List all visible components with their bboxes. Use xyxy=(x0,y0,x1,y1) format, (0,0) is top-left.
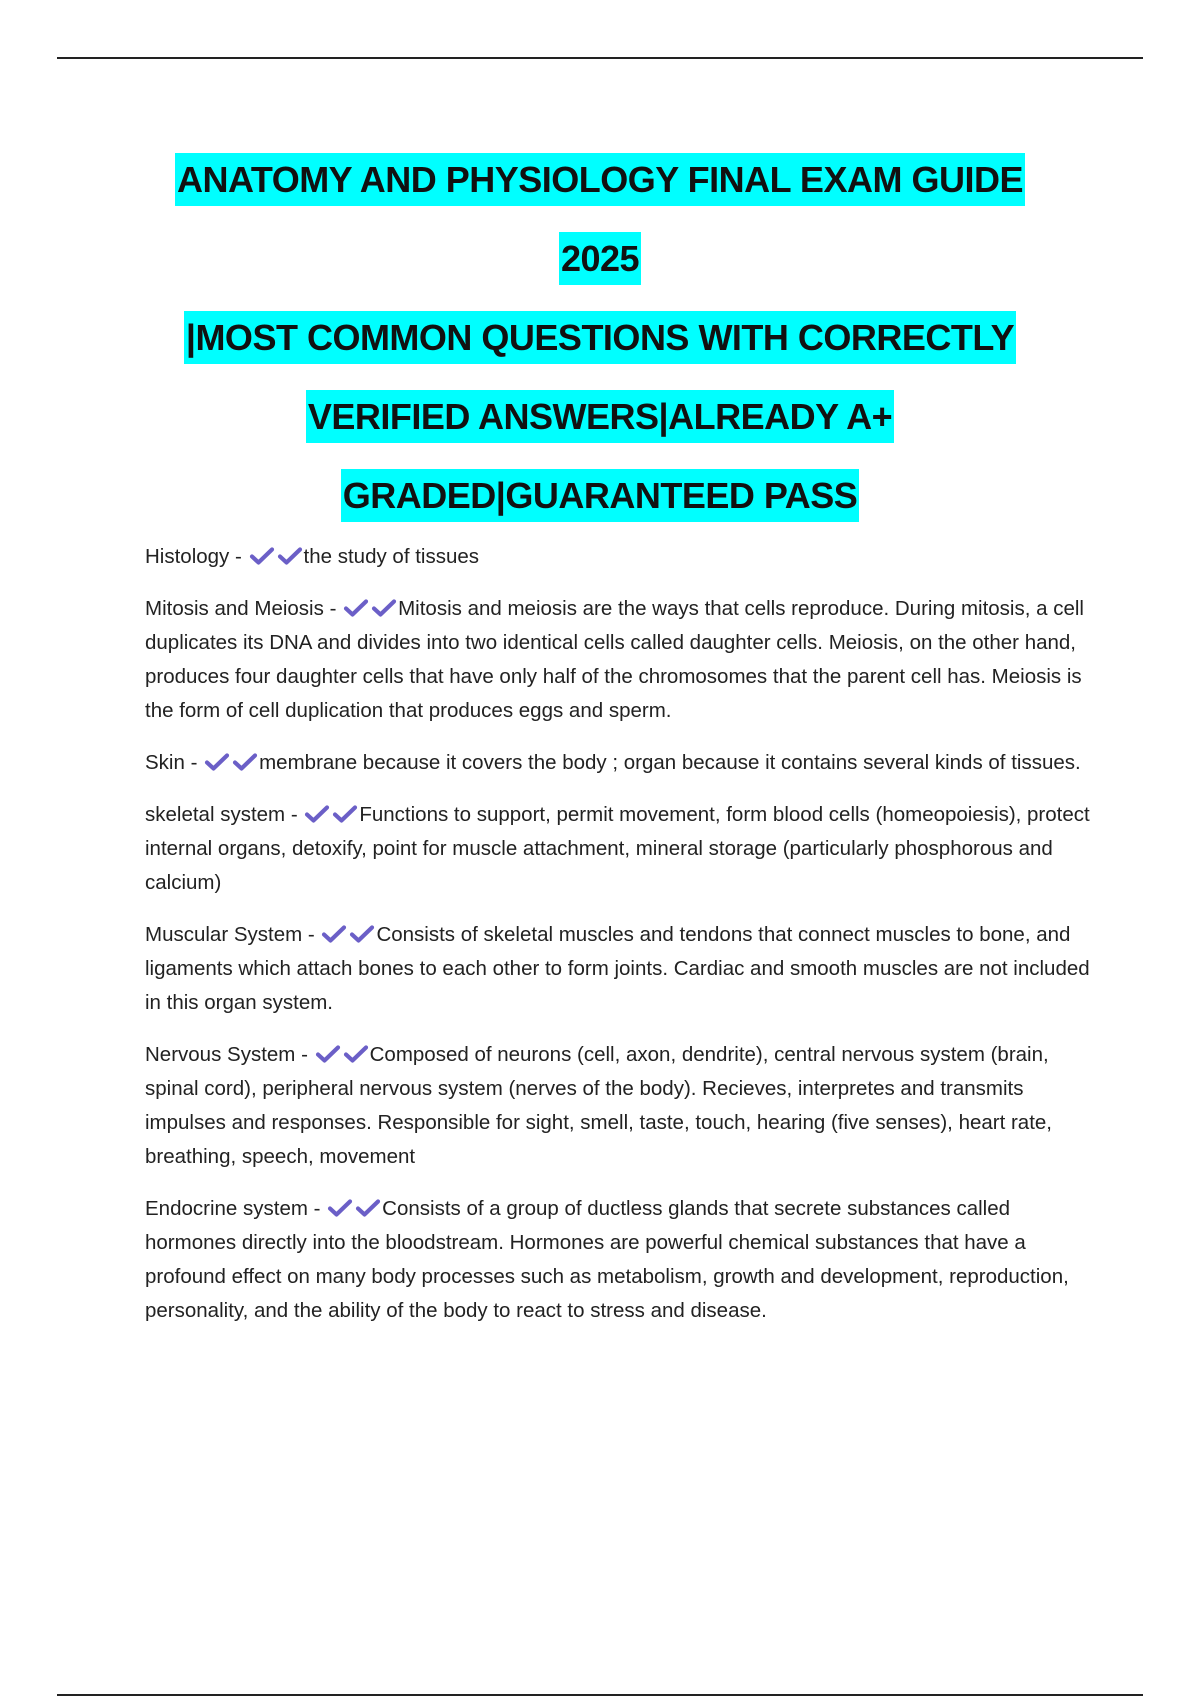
title-line: VERIFIED ANSWERS|ALREADY A+ xyxy=(100,377,1100,456)
separator: - xyxy=(302,923,321,946)
checkmark-icon xyxy=(327,1198,353,1218)
title-line: |MOST COMMON QUESTIONS WITH CORRECTLY xyxy=(100,298,1100,377)
answer: the study of tissues xyxy=(303,545,480,568)
checkmark-icon xyxy=(332,804,358,824)
term: Endocrine system xyxy=(145,1197,308,1220)
top-divider xyxy=(57,57,1143,59)
checkmark-icon xyxy=(249,546,275,566)
checkmark-icon xyxy=(304,804,330,824)
term: Histology xyxy=(145,545,230,568)
qa-entry-nervous-system xyxy=(145,1038,1090,1174)
title-line: GRADED|GUARANTEED PASS xyxy=(100,456,1100,535)
qa-entry-muscular-system xyxy=(145,918,1090,1020)
checkmark-icon xyxy=(343,598,369,618)
qa-entry-skin xyxy=(145,746,1090,780)
qa-entry-mitosis-meiosis xyxy=(145,592,1090,728)
term: skeletal system xyxy=(145,803,286,826)
answer: Composed of neurons (cell, axon, dendrite), central nervous system (brain, spinal cord), peripheral nervous system (nerves of the body). Recieves, interpretes and transmits impulses and responses. Responsible for sight, smell, taste, touch, hearing (five senses), heart rate, breathing, speech, movement xyxy=(145,1043,1053,1168)
bottom-divider xyxy=(57,1694,1143,1696)
separator: - xyxy=(229,545,248,568)
checkmark-icon xyxy=(343,1044,369,1064)
checkmark-icon xyxy=(232,752,258,772)
separator: - xyxy=(184,751,204,774)
separator: - xyxy=(295,1043,314,1066)
answer: membrane because it covers the body ; organ because it contains several kinds of tissues. xyxy=(259,751,1081,774)
answer: Mitosis and meiosis are the ways that cells reproduce. During mitosis, a cell duplicates its DNA and divides into two identical cells called daughter cells. Meiosis, on the other hand, produces four daughter cells that have only half of the chromosomes that the parent cell has. Meiosis is the form of cell duplication that produces eggs and sperm. xyxy=(145,597,1084,722)
term: Skin xyxy=(145,751,185,774)
checkmark-icon xyxy=(315,1044,341,1064)
qa-entry-skeletal-system xyxy=(145,798,1090,900)
separator: - xyxy=(307,1197,327,1220)
separator: - xyxy=(285,803,304,826)
checkmark-icon xyxy=(371,598,397,618)
checkmark-icon xyxy=(204,752,230,772)
answer: Functions to support, permit movement, form blood cells (homeopoiesis), protect internal organs, detoxify, point for muscle attachment, mineral storage (particularly phosphorous and calcium) xyxy=(145,803,1090,894)
title-line: ANATOMY AND PHYSIOLOGY FINAL EXAM GUIDE xyxy=(100,140,1100,219)
document-title xyxy=(100,140,1100,535)
title-line: 2025 xyxy=(100,219,1100,298)
question-answer-list xyxy=(145,540,1090,1346)
answer: Consists of a group of ductless glands that secrete substances called hormones directly into the bloodstream. Hormones are powerful chemical substances that have a profound effect on many body processes such as metabolism, growth and development, reproduction, personality, and the ability of the body to react to stress and disease. xyxy=(145,1197,1069,1322)
checkmark-icon xyxy=(321,924,347,944)
separator: - xyxy=(323,597,343,620)
answer: Consists of skeletal muscles and tendons that connect muscles to bone, and ligaments which attach bones to each other to form joints. Cardiac and smooth muscles are not included in this organ system. xyxy=(145,923,1090,1014)
term: Mitosis and Meiosis xyxy=(145,597,324,620)
qa-entry-endocrine-system xyxy=(145,1192,1090,1328)
checkmark-icon xyxy=(277,546,303,566)
checkmark-icon xyxy=(349,924,375,944)
checkmark-icon xyxy=(355,1198,381,1218)
term: Nervous System xyxy=(145,1043,296,1066)
qa-entry-histology xyxy=(145,540,1090,574)
term: Muscular System xyxy=(145,923,303,946)
